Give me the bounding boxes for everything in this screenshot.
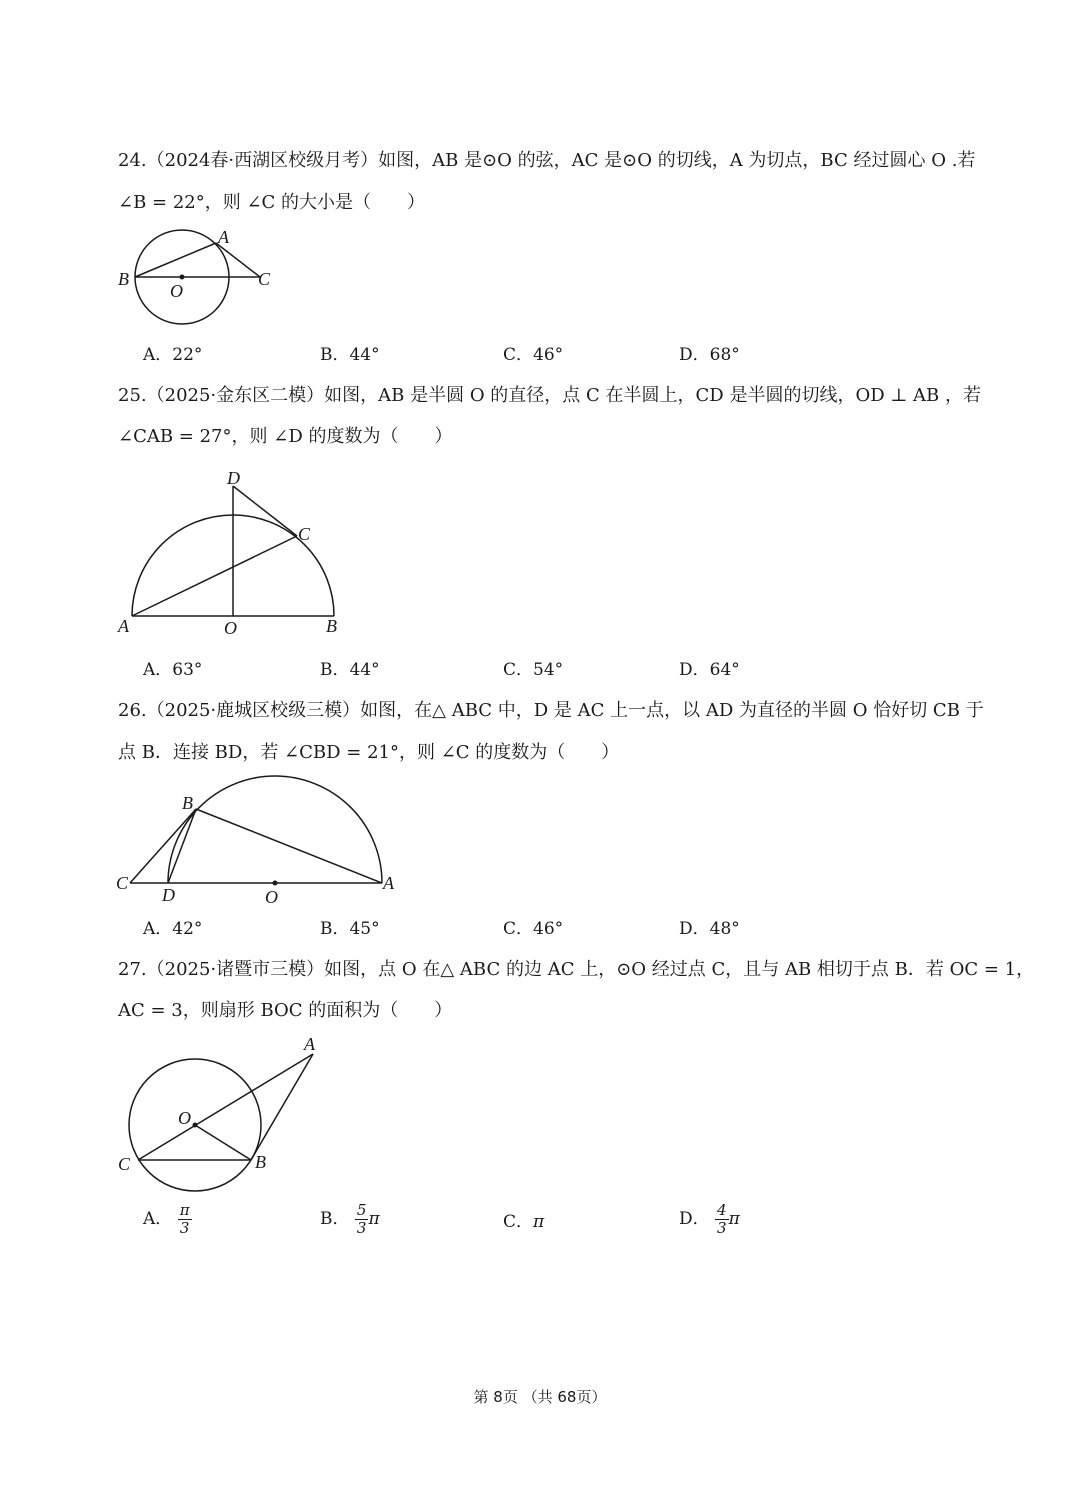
q25-stem-line1: 25.（2025·金东区二模）如图，AB 是半圆 O 的直径，点 C 在半圆上，CD 是半圆的切线，OD ⊥ AB ，若 bbox=[118, 385, 981, 406]
q27-option-b-prefix: B． bbox=[320, 1209, 350, 1229]
q26-label-o: O bbox=[265, 887, 278, 907]
q26-option-b[interactable]: B．45° bbox=[320, 919, 380, 939]
q25-label-c: C bbox=[298, 524, 311, 544]
q27-option-b[interactable] bbox=[320, 1202, 380, 1237]
q26-label-b: B bbox=[182, 793, 193, 813]
q25-option-d[interactable]: D．64° bbox=[679, 660, 740, 680]
q24-stem-line1: 24.（2024春·西湖区校级月考）如图，AB 是⊙O 的弦，AC 是⊙O 的切线，A 为切点，BC 经过圆心 O .若 bbox=[118, 150, 976, 171]
q27-option-b-fraction bbox=[355, 1202, 369, 1237]
q24-label-c: C bbox=[258, 269, 271, 289]
q24-option-c[interactable]: C．46° bbox=[503, 345, 564, 365]
q26-label-a: A bbox=[383, 873, 394, 893]
q27-option-a-numerator: π bbox=[179, 1201, 190, 1219]
q27-option-a[interactable] bbox=[143, 1202, 192, 1237]
q25-option-b[interactable]: B．44° bbox=[320, 660, 380, 680]
q27-option-a-prefix: A． bbox=[143, 1209, 173, 1229]
q27-label-o: O bbox=[178, 1108, 191, 1128]
q26-option-c[interactable]: C．46° bbox=[503, 919, 564, 939]
q25-stem-line2: ∠CAB = 27°，则 ∠D 的度数为（ ） bbox=[118, 426, 453, 447]
q27-label-b: B bbox=[255, 1152, 266, 1172]
q25-label-b: B bbox=[326, 616, 337, 636]
q26-stem-line1: 26.（2025·鹿城区校级三模）如图，在△ ABC 中，D 是 AC 上一点，以 AD 为直径的半圆 O 恰好切 CB 于 bbox=[118, 700, 984, 721]
q24-label-o: O bbox=[170, 281, 183, 301]
q26-option-d[interactable]: D．48° bbox=[679, 919, 740, 939]
q27-option-b-denominator: 3 bbox=[356, 1219, 367, 1237]
q27-option-d-fraction bbox=[715, 1202, 729, 1237]
q25-figure bbox=[110, 462, 350, 642]
q27-option-a-denominator: 3 bbox=[179, 1219, 190, 1237]
q27-option-d-denominator: 3 bbox=[717, 1219, 727, 1237]
q27-option-d[interactable] bbox=[679, 1202, 740, 1237]
q27-option-b-pi: π bbox=[368, 1209, 380, 1229]
q27-option-c[interactable] bbox=[503, 1210, 544, 1234]
q26-label-c: C bbox=[116, 873, 129, 893]
q25-option-a[interactable]: A．63° bbox=[143, 660, 203, 680]
q24-option-b[interactable]: B．44° bbox=[320, 345, 380, 365]
page-footer: 第 8页 （共 68页） bbox=[473, 1388, 607, 1406]
q26-label-d: D bbox=[162, 885, 175, 905]
q24-option-a[interactable]: A．22° bbox=[143, 345, 203, 365]
q26-figure bbox=[110, 775, 410, 905]
q26-stem-line2: 点 B．连接 BD，若 ∠CBD = 21°，则 ∠C 的度数为（ ） bbox=[118, 742, 620, 763]
q25-option-c[interactable]: C．54° bbox=[503, 660, 564, 680]
q24-stem-line2: ∠B = 22°，则 ∠C 的大小是（ ） bbox=[118, 192, 426, 213]
q25-label-o: O bbox=[224, 618, 237, 638]
q27-option-c-prefix: C． bbox=[503, 1212, 534, 1232]
q27-option-d-prefix: D． bbox=[679, 1209, 710, 1229]
q26-option-a[interactable]: A．42° bbox=[143, 919, 203, 939]
q25-label-d: D bbox=[227, 468, 240, 488]
q24-label-a: A bbox=[218, 227, 229, 247]
q24-figure bbox=[110, 225, 290, 335]
q27-option-a-fraction bbox=[178, 1202, 192, 1237]
q27-option-d-numerator: 4 bbox=[717, 1201, 727, 1219]
q27-option-b-numerator: 5 bbox=[356, 1201, 367, 1219]
q27-option-c-pi: π bbox=[533, 1212, 545, 1232]
q27-stem-line2: AC = 3，则扇形 BOC 的面积为（ ） bbox=[118, 1000, 453, 1021]
q27-stem-line1: 27.（2025·诸暨市三模）如图，点 O 在△ ABC 的边 AC 上，⊙O 经过点 C，且与 AB 相切于点 B．若 OC = 1， bbox=[118, 959, 1035, 980]
q27-option-d-pi: π bbox=[728, 1209, 740, 1229]
q27-label-c: C bbox=[118, 1154, 131, 1174]
q27-label-a: A bbox=[304, 1034, 315, 1054]
q24-option-d[interactable]: D．68° bbox=[679, 345, 740, 365]
q27-figure bbox=[110, 1030, 340, 1180]
q24-label-b: B bbox=[118, 269, 129, 289]
q25-label-a: A bbox=[118, 616, 129, 636]
